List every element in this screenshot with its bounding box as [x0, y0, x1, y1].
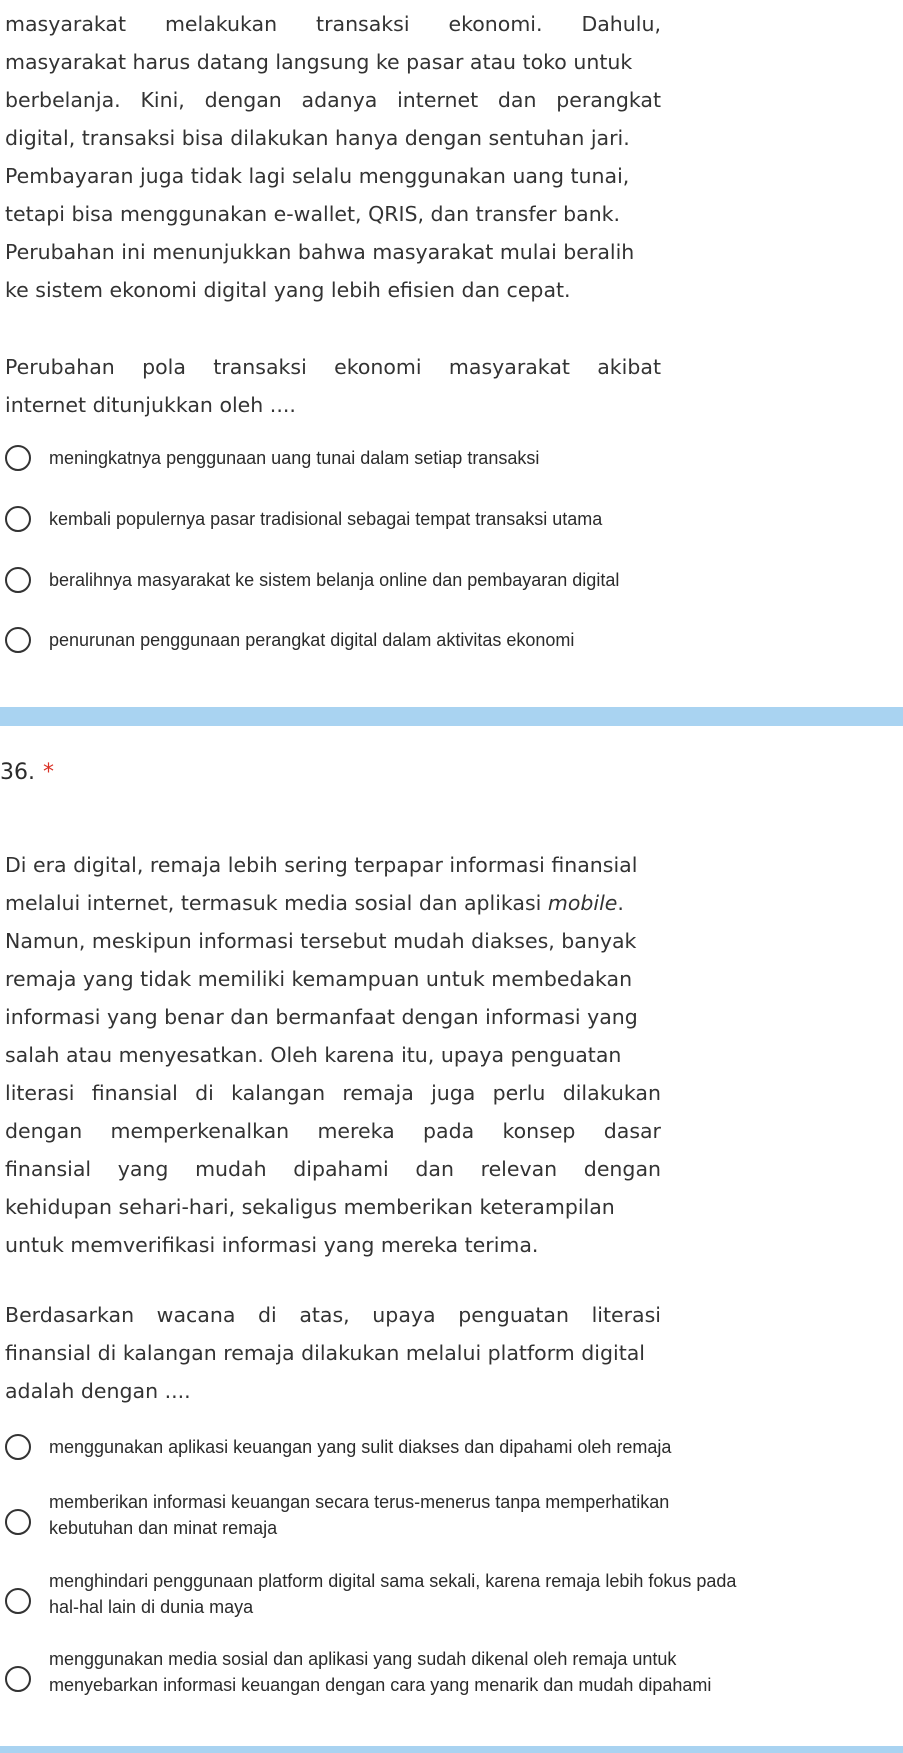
option-label-line: menggunakan media sosial dan aplikasi yang sudah dikenal oleh remaja untuk [49, 1649, 677, 1669]
passage-line: finansial yang mudah dipahami dan relevan dengan [5, 1157, 661, 1181]
question-line: Berdasarkan wacana di atas, upaya penguatan literasi [5, 1303, 661, 1327]
option-label-line: menyebarkan informasi keuangan dengan cara yang menarik dan mudah dipahami [49, 1675, 712, 1695]
radio-button[interactable] [5, 445, 31, 471]
question-line: Perubahan pola transaksi ekonomi masyarakat akibat [5, 355, 661, 379]
q36-option-3[interactable] [5, 1568, 736, 1620]
passage-line: ke sistem ekonomi digital yang lebih efisien dan cepat. [5, 278, 571, 302]
passage-line: berbelanja. Kini, dengan adanya internet dan perangkat [5, 88, 661, 112]
option-label: kembali populernya pasar tradisional sebagai tempat transaksi utama [49, 509, 603, 529]
option-label-line: kebutuhan dan minat remaja [49, 1518, 278, 1538]
required-asterisk: * [43, 760, 54, 785]
q35-option-4[interactable] [5, 627, 574, 653]
q35-option-2[interactable] [5, 506, 602, 532]
section-divider-bottom [0, 1746, 903, 1753]
option-label [49, 1646, 711, 1698]
passage-line: salah atau menyesatkan. Oleh karena itu, upaya penguatan [5, 1043, 622, 1067]
question-line: internet ditunjukkan oleh .... [5, 393, 296, 417]
radio-button[interactable] [5, 627, 31, 653]
q35-question [5, 348, 661, 424]
option-label [49, 1568, 736, 1620]
radio-button[interactable] [5, 567, 31, 593]
q36-option-4[interactable] [5, 1646, 711, 1698]
passage-line: Di era digital, remaja lebih sering terpapar informasi finansial [5, 853, 638, 877]
q36-option-2[interactable] [5, 1489, 669, 1541]
passage-line: literasi finansial di kalangan remaja juga perlu dilakukan [5, 1081, 661, 1105]
q35-option-1[interactable] [5, 445, 539, 471]
radio-button[interactable] [5, 1588, 31, 1614]
passage-line: Perubahan ini menunjukkan bahwa masyarakat mulai beralih [5, 240, 635, 264]
option-label-line: memberikan informasi keuangan secara terus-menerus tanpa memperhatikan [49, 1492, 670, 1512]
passage-line: remaja yang tidak memiliki kemampuan untuk membedakan [5, 967, 633, 991]
passage-line: kehidupan sehari-hari, sekaligus memberikan keterampilan [5, 1195, 615, 1219]
q36-option-1[interactable] [5, 1434, 671, 1460]
passage-line: untuk memverifikasi informasi yang mereka terima. [5, 1233, 539, 1257]
radio-button[interactable] [5, 506, 31, 532]
q35-passage [5, 5, 661, 309]
passage-line: dengan memperkenalkan mereka pada konsep dasar [5, 1119, 661, 1143]
passage-line: digital, transaksi bisa dilakukan hanya dengan sentuhan jari. [5, 126, 630, 150]
question-number-text: 36. [0, 760, 35, 785]
option-label: menggunakan aplikasi keuangan yang sulit diakses dan dipahami oleh remaja [49, 1437, 672, 1457]
option-label: beralihnya masyarakat ke sistem belanja online dan pembayaran digital [49, 570, 620, 590]
passage-line: masyarakat melakukan transaksi ekonomi. Dahulu, [5, 12, 661, 36]
passage-line: tetapi bisa menggunakan e-wallet, QRIS, dan transfer bank. [5, 202, 621, 226]
q35-option-3[interactable] [5, 567, 619, 593]
option-label [49, 1489, 669, 1541]
q36-question [5, 1296, 661, 1410]
passage-line: Pembayaran juga tidak lagi selalu menggunakan uang tunai, [5, 164, 630, 188]
question-line: adalah dengan .... [5, 1379, 191, 1403]
passage-line: masyarakat harus datang langsung ke pasar atau toko untuk [5, 50, 633, 74]
option-label-line: menghindari penggunaan platform digital sama sekali, karena remaja lebih fokus pada [49, 1571, 737, 1591]
section-divider [0, 707, 903, 726]
question-number [0, 760, 54, 785]
radio-button[interactable] [5, 1666, 31, 1692]
q36-passage [5, 846, 661, 1264]
radio-button[interactable] [5, 1434, 31, 1460]
radio-button[interactable] [5, 1509, 31, 1535]
passage-line: Namun, meskipun informasi tersebut mudah diakses, banyak [5, 929, 637, 953]
option-label: penurunan penggunaan perangkat digital dalam aktivitas ekonomi [49, 630, 575, 650]
passage-line: informasi yang benar dan bermanfaat dengan informasi yang [5, 1005, 638, 1029]
option-label-line: hal-hal lain di dunia maya [49, 1597, 254, 1617]
option-label: meningkatnya penggunaan uang tunai dalam setiap transaksi [49, 448, 540, 468]
passage-line: melalui internet, termasuk media sosial dan aplikasi mobile. [5, 891, 624, 915]
question-line: finansial di kalangan remaja dilakukan melalui platform digital [5, 1341, 645, 1365]
